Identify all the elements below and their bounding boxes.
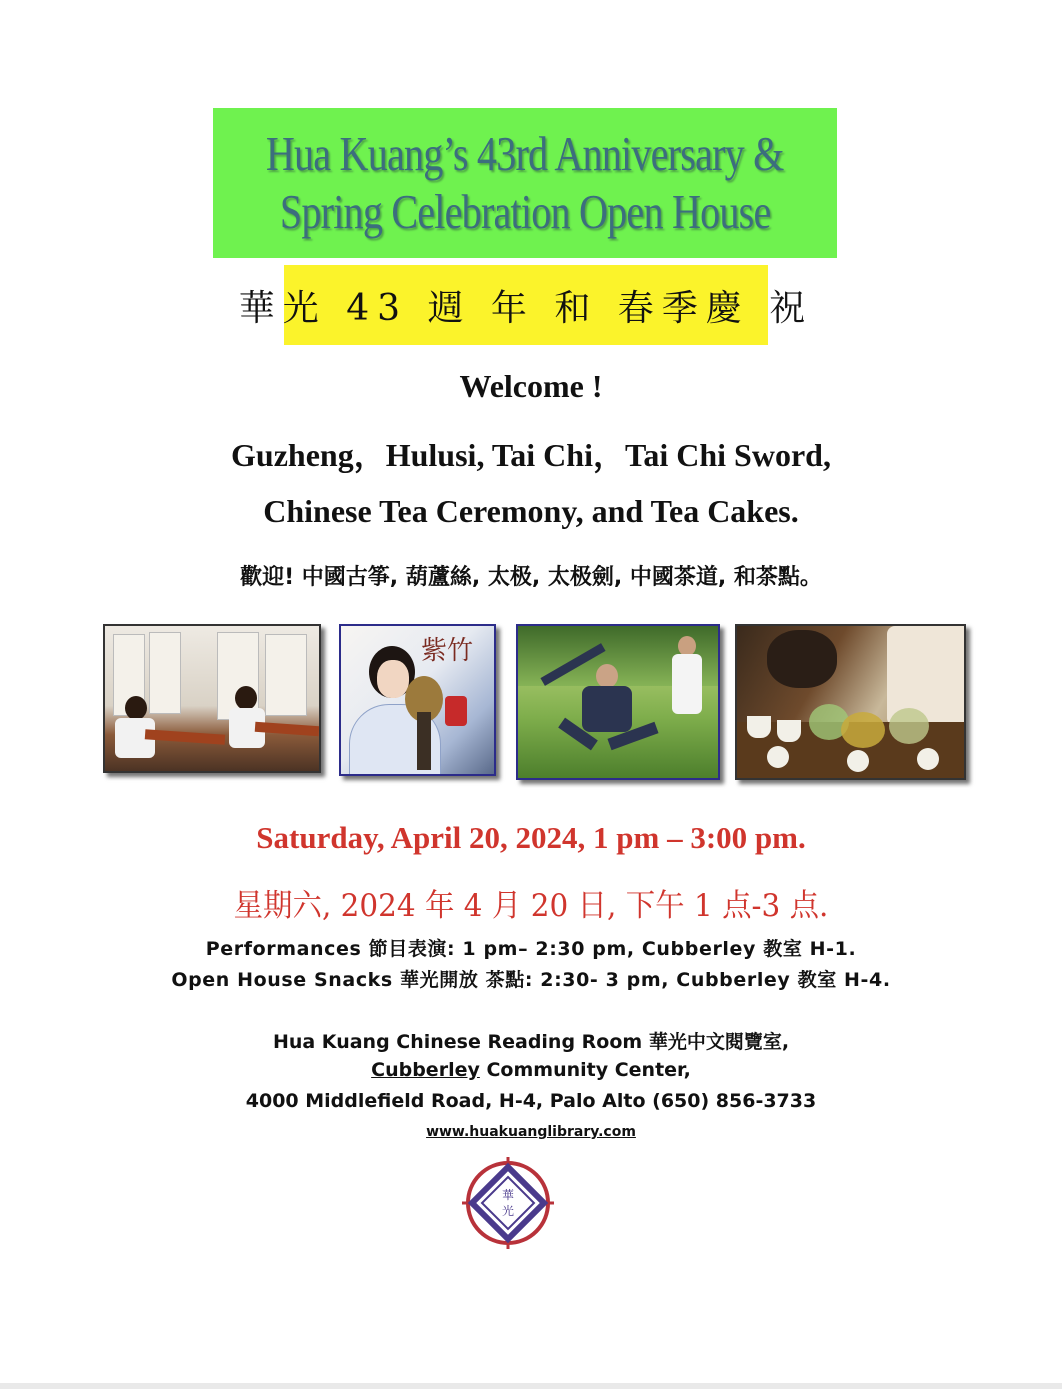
- event-date-english: Saturday, April 20, 2024, 1 pm – 3:00 pm.: [256, 820, 806, 855]
- tai-chi-photo: [516, 624, 720, 780]
- title-line-2: Spring Celebration Open House: [279, 184, 771, 239]
- website-link[interactable]: www.huakuanglibrary.com: [426, 1124, 636, 1140]
- hulusi-photo: [339, 624, 496, 776]
- open-house-schedule: Open House Snacks 華光開放 茶點: 2:30- 3 pm, Cubberley 教室 H-4.: [171, 969, 891, 991]
- chinese-title-banner: [238, 265, 814, 345]
- page-bottom-edge: [0, 1383, 1062, 1389]
- center-name: Cubberley: [371, 1059, 480, 1081]
- tea-ceremony-photo: [735, 624, 966, 780]
- hua-kuang-logo: [462, 1157, 554, 1249]
- venue-address-phone: 4000 Middlefield Road, H-4, Palo Alto (650) 856-3733: [245, 1090, 817, 1112]
- activities-line-2: Chinese Tea Ceremony, and Tea Cakes.: [263, 493, 799, 529]
- activities-chinese: 歡迎! 中國古筝, 葫蘆絲, 太极, 太极劍, 中國茶道, 和茶點。: [240, 565, 822, 590]
- title-banner: [213, 108, 837, 258]
- venue-name: Hua Kuang Chinese Reading Room 華光中文閱覽室,: [272, 1031, 790, 1053]
- logo-char-top: 華: [501, 1188, 515, 1202]
- event-date-chinese: 星期六, 2024 年 4 月 20 日, 下午 1 点-3 点.: [233, 888, 829, 924]
- welcome-text: Welcome !: [459, 368, 603, 404]
- performances-schedule: Performances 節目表演: 1 pm– 2:30 pm, Cubberley 教室 H-1.: [205, 938, 857, 960]
- center-name-rest: Community Center,: [479, 1059, 691, 1081]
- title-line-1: Hua Kuang’s 43rd Anniversary &: [266, 126, 784, 181]
- activities-line-1: Guzheng，Hulusi, Tai Chi，Tai Chi Sword,: [231, 437, 831, 473]
- chinese-title: 華光 43 週 年 和 春季慶 祝: [238, 287, 814, 329]
- photo-sign: 紫竹: [421, 636, 474, 666]
- logo-char-bottom: 光: [501, 1204, 515, 1218]
- guzheng-photo: [103, 624, 321, 773]
- venue-center: [0, 1059, 1062, 1081]
